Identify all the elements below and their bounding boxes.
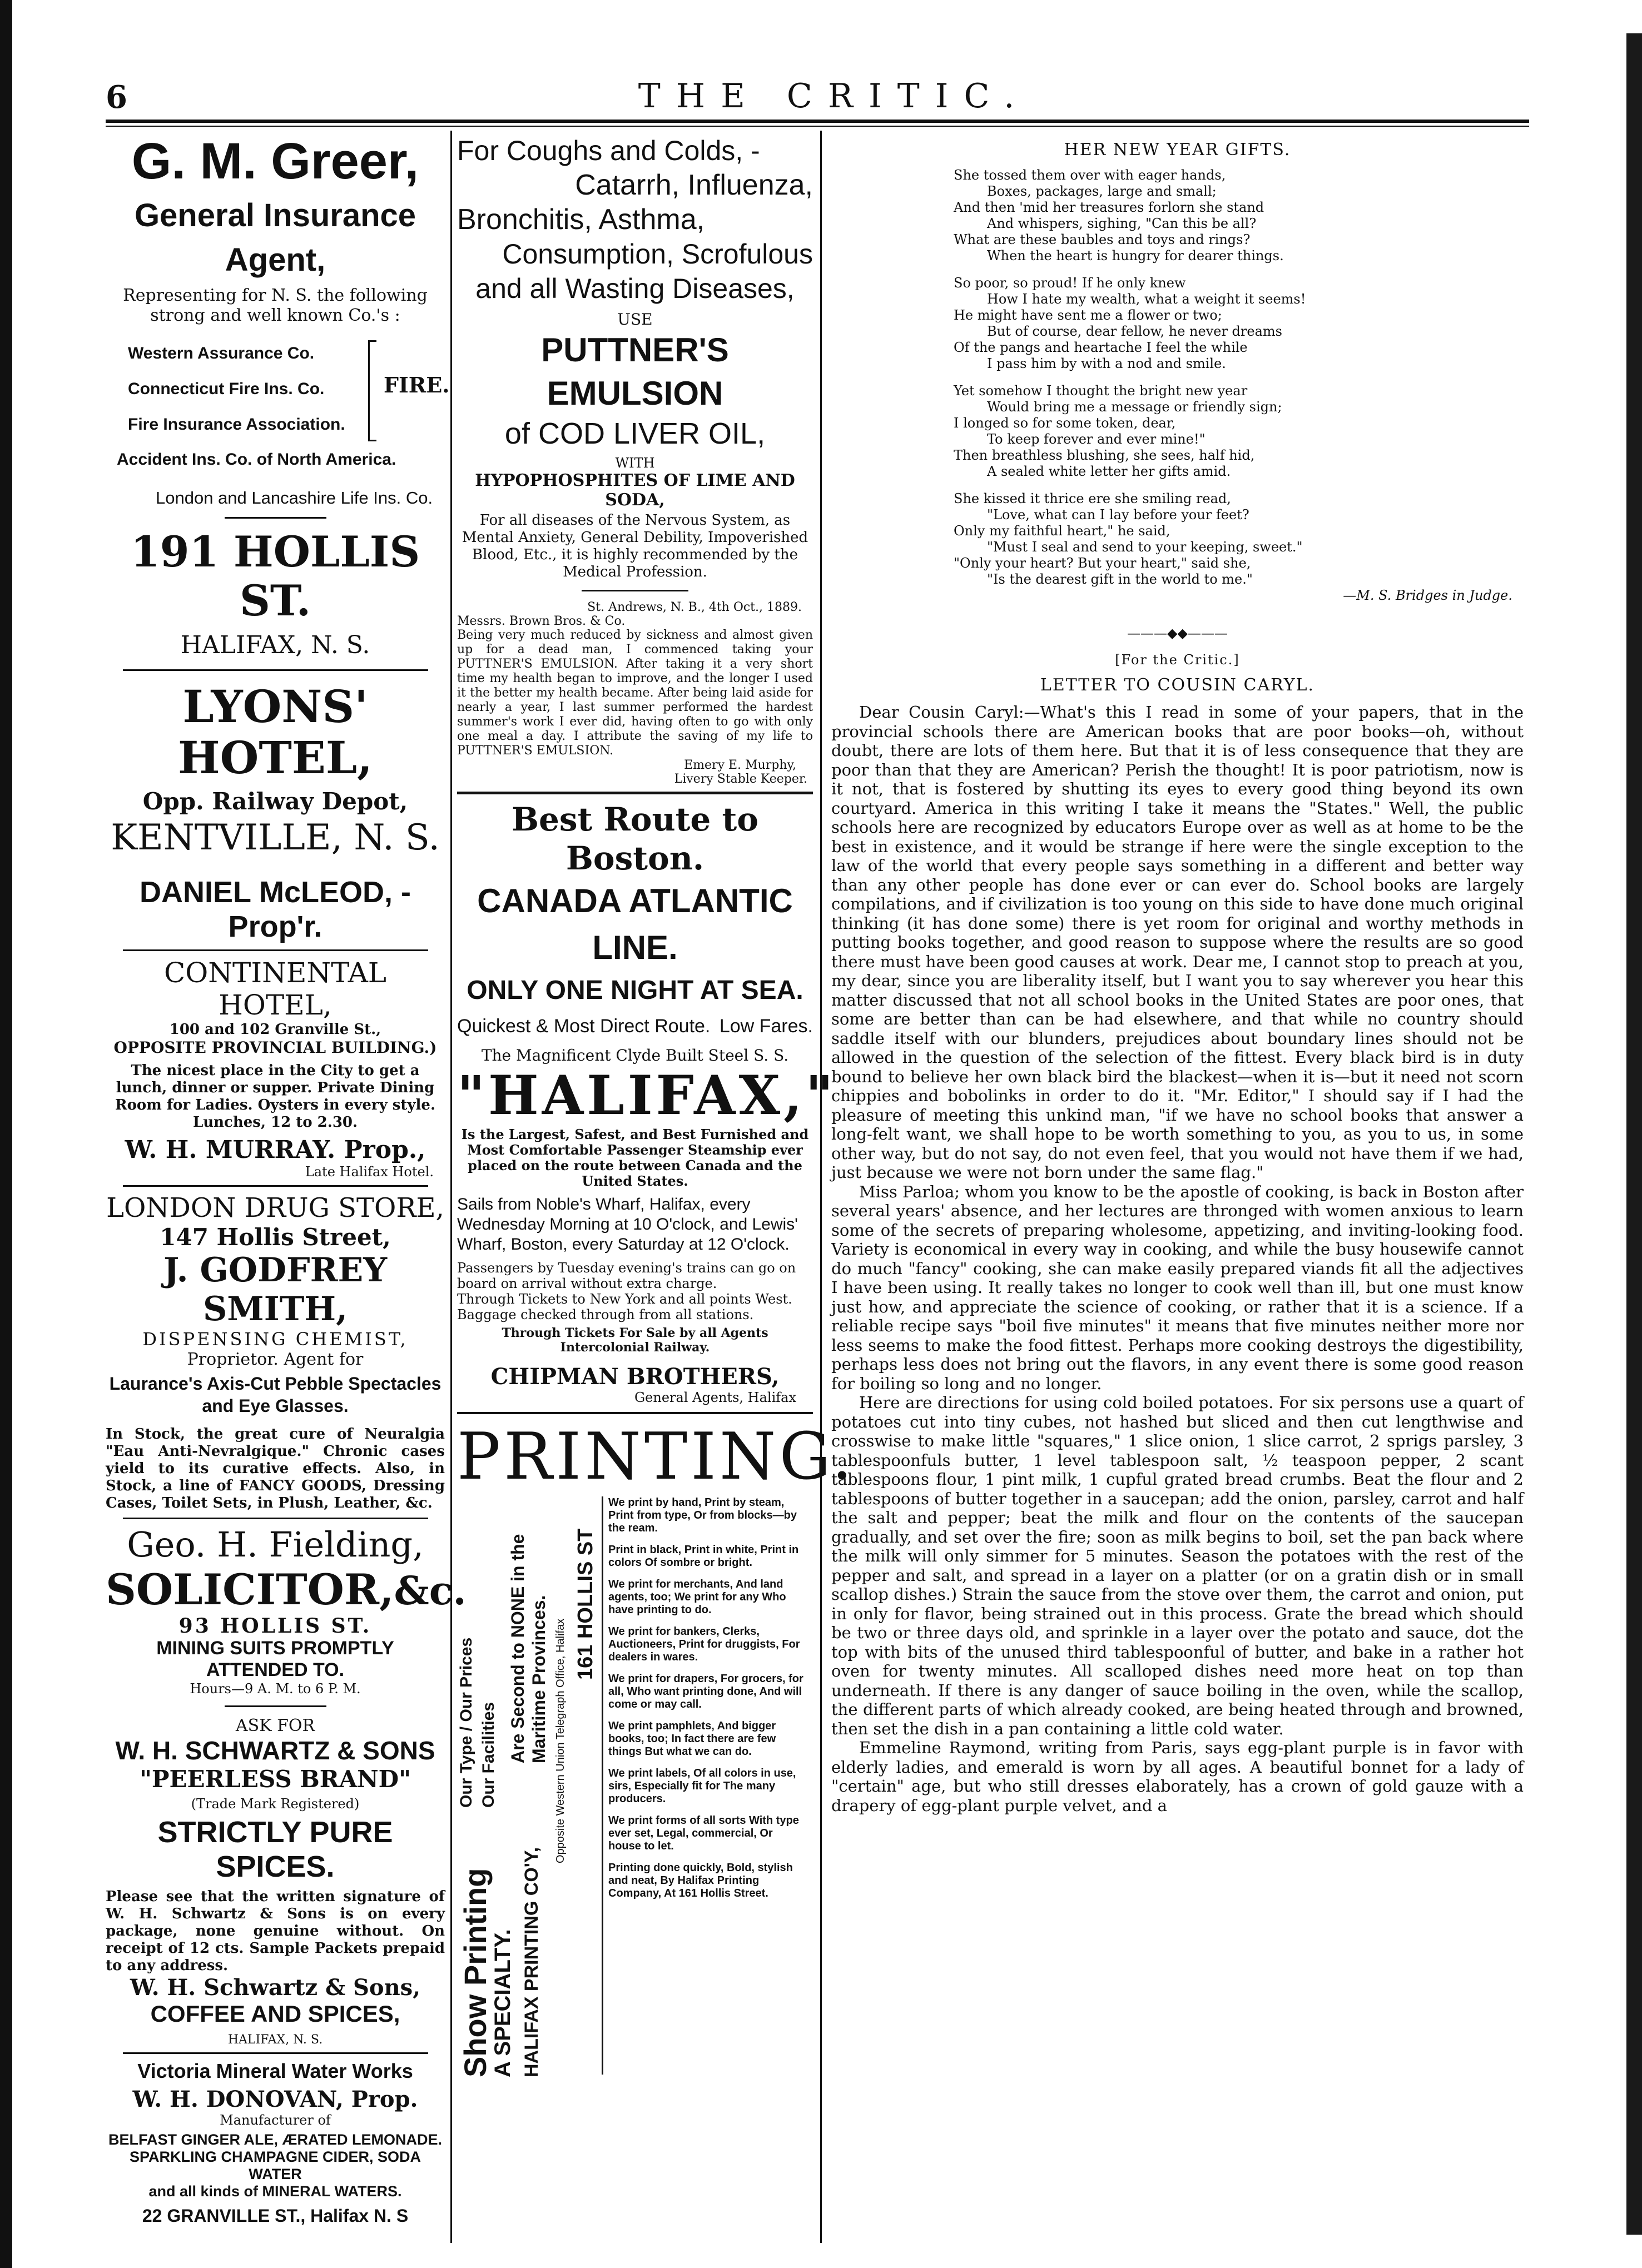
cod-liver-oil: of COD LIVER OIL, [504,417,766,450]
ship-sails: Sails from Noble's Wharf, Halifax, every Wednesday Morning at 10 O'clock, and Lewis' Wharf, Boston, every Saturday at 12 O'clock. [457,1195,798,1254]
ship-through: Through Tickets to New York and all points West. [457,1291,792,1307]
column-rule-2 [820,131,822,2243]
drug-store-agent: Proprietor. Agent for [187,1350,364,1369]
testimonial-signer-title: Livery Stable Keeper. [674,772,807,786]
printing-advert [457,1496,813,2080]
poem-line: What are these baubles and toys and rings? [954,232,1251,247]
fielding-name: Geo. H. Fielding, [127,1524,424,1565]
ship-name: "HALIFAX," [457,1064,837,1127]
rot-opposite-western-union: Opposite Western Union Telegraph Office, Halifax [554,1618,567,1863]
ship-passengers: Passengers by Tuesday evening's trains can go on board on arrival without extra charge. [457,1260,796,1291]
coughs-heading: For Coughs and Colds, - [457,135,760,166]
letter-paragraph: Here are directions for using cold boiled potatoes. For six persons use a quart of potatoes cut into tiny cubes, not hashed but sliced and then cut lengthwise and crosswise to make little "squares," 1 slice onion, 1 slice carrot, 2 sprigs parsley, 3 tablespoonfuls butter, 1 level tablespoon salt, ½ teaspoon pepper, 2 scant tablespoons flour, 1 pint milk, 1 cupful grated bread crumbs. Beat the flour and 2 tablespoons of butter together in a saucepan; add the onion, parsley, carrot and half the salt and pepper; beat the milk and flour on the contents of the saucepan gradually, and set over the fire; soon as milk begins to boil, set the pan back where the milk will only simmer for 5 minutes. Season the potatoes with the rest of the pepper and salt, and spread in a layer on a platter (or on a gratin dish or in small scallop dishes.) Strain the sauce from the stove over them, the carrot and onion, put in only for flavor, being strained out in this process. Grate the bread which should be two or three days old, and sprinkle in a layer over the potato and sauce, dot the top with bits of the unused third tablespoonful of butter, and bake in a rather hot oven for twenty minutes. All scalloped dishes need more heat on top than underneath. If there is any danger of sauce boiling in the oven, while the scallop, the different parts of which already cooked, are being heated through and browned, then set the dish in a pan containing a little cold water. [831,1393,1524,1738]
continental-opposite: OPPOSITE PROVINCIAL BUILDING.) [113,1038,437,1057]
victoria-works: Victoria Mineral Water Works [137,2060,413,2082]
continental-address: 100 and 102 Granville St., [169,1021,381,1038]
fielding-title-row [106,1565,467,1614]
printing-heading: PRINTING. [457,1419,856,1494]
poem-line: Yet somehow I thought the bright new year [954,383,1248,399]
print-verse: We print labels, Of all colors in use, sirs, Especially fit for The many producers. [608,1767,796,1805]
ginger-ale: BELFAST GINGER ALE, ÆRATED LEMONADE. [108,2131,442,2148]
rot-our-type: Our Type / Our Prices [457,1637,475,1808]
fire-company: Western Assurance Co. [128,344,315,362]
poem-line: I longed so for some token, dear, [954,415,1176,431]
page-number: 6 [106,79,127,116]
fielding-mining: MINING SUITS PROMPTLY ATTENDED TO. [156,1638,394,1680]
donovan-prop: W. H. DONOVAN, Prop. [132,2086,418,2112]
mineral-waters: and all kinds of MINERAL WATERS. [148,2183,402,2200]
poem-title: HER NEW YEAR GIFTS. [1064,140,1291,160]
print-verse: We print forms of all sorts With type ever set, Legal, commercial, Or house to let. [608,1814,799,1852]
poem-line: "Love, what can I lay before your feet? [987,507,1249,523]
chipman-brothers: CHIPMAN BROTHERS, [490,1364,780,1390]
binding-edge [0,0,12,2268]
poem-line: Would bring me a message or friendly sign; [987,399,1282,415]
drug-store-owner: J. GODFREY SMITH, [163,1251,388,1329]
print-verse: We print pamphlets, And bigger books, too; In fact there are few things But what we can do. [608,1720,776,1758]
drug-store-text: In Stock, the great cure of Neuralgia "Eau Anti-Nevralgique." Chronic cases yield to its curative effects. Also, in Stock, a line of FANCY GOODS, Dressing Cases, Toilet Sets, in Plush, Leather, &c. [106,1426,445,1511]
best-route: Best Route to Boston. [512,800,758,877]
rot-show-printing: Show Printing [458,1868,493,2077]
letter-title: LETTER TO COUSIN CARYL. [1040,675,1315,695]
testimonial-signer: Emery E. Murphy, [684,758,796,772]
letter-paragraph: Emmeline Raymond, writing from Paris, says egg-plant purple is in favor with elderly ladies, and emerald is worn by all ages. A beautiful bonnet for a lady of "certain" age, but who still dresses elaborately, has a crown of gold gauze with a drapery of egg-plant purple velvet, and a [831,1738,1524,1815]
magnificent-steamer: The Magnificent Clyde Built Steel S. S. [481,1046,789,1065]
drug-store-name: LONDON DRUG STORE, [106,1192,444,1223]
fire-label: FIRE. [384,372,450,397]
ship-largest: Is the Largest, Safest, and Best Furnished and Most Comfortable Passenger Steamship ever placed on the route between Canada and the United States. [461,1126,809,1189]
drug-store-address: 147 Hollis Street, [160,1223,391,1251]
poem-line: And then 'mid her treasures forlorn she stand [954,200,1264,215]
poem-line: But of course, dear fellow, he never dreams [987,324,1282,339]
accident-company: Accident Ins. Co. of North America. [117,450,396,469]
sparkling-cider: SPARKLING CHAMPAGNE CIDER, SODA WATER [129,2148,421,2182]
greer-title: General Insurance Agent, [134,197,416,278]
donovan-address: 22 GRANVILLE ST., Halifax N. S [142,2206,409,2226]
drug-store-title: DISPENSING CHEMIST, [142,1329,408,1350]
use-label: USE [617,310,653,329]
greer-address: 191 HOLLIS ST. [130,527,420,625]
poem-line: Boxes, packages, large and small; [987,183,1217,199]
trademark: (Trade Mark Registered) [191,1796,360,1812]
one-night-at-sea: ONLY ONE NIGHT AT SEA. [467,976,803,1005]
rot-second-to-none: Are Second to NONE in the Maritime Provinces. [508,1534,549,1763]
continental-proprietor: W. H. MURRAY. Prop., [125,1136,426,1164]
rot-a-specialty: A SPECIALTY. [490,1929,515,2077]
puttner-emulsion: PUTTNER'S EMULSION [541,331,729,412]
greer-city: HALIFAX, N. S. [180,631,370,659]
canada-atlantic-line: CANADA ATLANTIC LINE. [477,882,793,966]
bracket [368,340,376,441]
lyons-hotel-name: LYONS' HOTEL, [178,680,373,784]
lyons-proprietor: DANIEL McLEOD, - Prop'r. [139,876,411,943]
schwartz-city: HALIFAX, N. S. [227,2033,323,2047]
continental-text: The nicest place in the City to get a lunch, dinner or supper. Private Dining Room for Ladies. Oysters in every style. Lunches, 12 to 2.30. [115,1062,436,1131]
ornament: ———◆◆——— [1127,625,1228,641]
schwartz-name-2: W. H. Schwartz & Sons, [130,1974,421,2001]
hypophosphites: HYPOPHOSPHITES OF LIME AND SODA, [475,471,795,510]
fielding-etc: &c. [394,1568,467,1614]
poem-line: "Is the dearest gift in the world to me." [987,571,1253,587]
lyons-city: KENTVILLE, N. S. [111,817,440,858]
strictly-pure-spices: STRICTLY PURE SPICES. [157,1816,393,1883]
fire-company: Fire Insurance Association. [128,415,345,434]
letter-paragraph: Miss Parloa; whom you know to be the apostle of cooking, is back in Boston after several years' absence, and her lectures are thronged with women anxious to learn some of the secrets of preparing wholesome, appetizing, and inviting-looking food. Variety is economical in every way in cooking, and while the busy housewife cannot do much "fancy" cooking, she can make easily prepared viands fit all the adjectives I have been using. It really takes no longer to cook well than ill, but one must know just how, and appreciate the science of cooking, or rather that it is a science. If a reliable recipe says "boil five minutes" it means that five minutes neither more nor less seems to make the food fittest. Perhaps more cooking destroys the digestibility, perhaps less does not bring out the flavors, in any event there is some good reason for boiling so long and no longer. [831,1182,1524,1393]
with-label: WITH [615,455,655,471]
fire-company: Connecticut Fire Ins. Co. [128,380,325,398]
print-verse: Print in black, Print in white, Print in colors Of sombre or bright. [608,1544,799,1569]
poem-line: How I hate my wealth, what a weight it seems! [987,291,1306,307]
consumption-heading: Consumption, Scrofulous [502,238,813,270]
chipman-agents: General Agents, Halifax [634,1390,796,1405]
puttner-for-all: For all diseases of the Nervous System, as Mental Anxiety, General Debility, Impoverished Blood, Etc., it is highly recommended by the Medical Profession. [462,512,808,580]
testimonial-date: St. Andrews, N. B., 4th Oct., 1889. [587,600,802,614]
manufacturer-of: Manufacturer of [220,2112,331,2128]
poem-line: Of the pangs and heartache I feel the while [954,340,1248,355]
catarrh-heading: Catarrh, Influenza, [575,169,813,201]
testimonial-text: Being very much reduced by sickness and almost given up for a dead man, I commenced taking your PUTTNER'S EMULSION. After taking it a very short time my health began to improve, and the longer I used it the better my health became. After being laid aside for nearly a year, I last summer performed the hardest summer's work I ever did, having often to go with only one meal a day. I attribute the saving of my life to PUTTNER'S EMULSION. [457,628,813,758]
rot-hollis-st: 161 HOLLIS ST [574,1528,597,1680]
print-verse: Printing done quickly, Bold, stylish and neat, By Halifax Printing Company, At 161 Hollis Street. [608,1862,793,1899]
print-verse: We print for drapers, For grocers, for all, Who want printing done, And will come or may call. [608,1673,803,1710]
print-verse: We print for bankers, Clerks, Auctioneers, Print for druggists, For dealers in wares. [608,1625,800,1663]
poem-line: When the heart is hungry for dearer things. [987,248,1284,263]
rot-halifax-printing: HALIFAX PRINTING CO'Y, [521,1847,542,2077]
poem-line: He might have sent me a flower or two; [954,307,1222,323]
ask-for: ASK FOR [235,1716,315,1735]
running-title: THE CRITIC. [638,77,1030,116]
poem-line: Then breathless blushing, she sees, half hid, [954,447,1255,463]
poem-line: She tossed them over with eager hands, [954,167,1226,183]
poem-attribution: —M. S. Bridges in Judge. [1343,588,1512,603]
fielding-title: SOLICITOR, [106,1565,394,1614]
article-column [831,133,1524,1815]
for-the-critic: [For the Critic.] [1115,652,1240,668]
poem-line: I pass him by with a nod and smile. [987,356,1226,371]
schwartz-name: W. H. SCHWARTZ & SONS [115,1736,435,1765]
london-life-company: London and Lancashire Life Ins. Co. [156,488,433,508]
poem-line: "Only your heart? But your heart," said she, [954,555,1251,571]
wasting-heading: and all Wasting Diseases, [475,273,795,304]
print-list [608,1496,808,1909]
ship-baggage: Baggage checked through from all stations. [457,1307,754,1322]
quickest-route: Quickest & Most Direct Route. [457,1016,711,1037]
header-rule-thin [106,126,1529,127]
header-rule [106,120,1529,123]
testimonial-messrs: Messrs. Brown Bros. & Co. [457,614,626,628]
greer-representing: Representing for N. S. the following strong and well known Co.'s : [123,286,428,325]
peerless-brand: "PEERLESS BRAND" [140,1765,411,1793]
poem-line: And whispers, sighing, "Can this be all? [987,216,1257,231]
poem-line: A sealed white letter her gifts amid. [987,464,1231,479]
lyons-opp: Opp. Railway Depot, [142,788,408,815]
schwartz-text: Please see that the written signature of W. H. Schwartz & Sons is on every package, none genuine without. On receipt of 12 cts. Sample Packets prepaid to any address. [106,1888,445,1974]
fire-companies [106,336,450,447]
continental-name: CONTINENTAL HOTEL, [163,957,387,1021]
greer-name: G. M. Greer, [131,133,419,190]
letter-paragraph: Dear Cousin Caryl:—What's this I read in some of your papers, that in the provincial schools there are American books that are poor books—oh, without doubt, there are lots of them here. But that it is of less consequence that they are poor than that they are American? Perish the thought! It is poor patriotism, now is it not, that is fostered by shutting its eyes to every good thing beyond its own courtyard. America in this writing I take it means the "States." Well, the public schools here are recognized by educators Europe over as well as at home to be the best in existence, and it would be strange if here were the single exception to the law of the world that every people says something in a different and better way than any other people has done ever or can ever do. School books are largely compilations, and if civilization is too young on this side to have done much original thinking (it has done some) there is yet room for original and worthy methods in putting books together, and good reason to suppose where the results are so good there must have been good causes at work. Dear me, I cannot stop to preach at you, my dear, since you are liberality itself, but I want you to say wherever you hear this matter discussed that not all school books in the United States are poor ones, that some are better than can be had elsewhere, and that while no country should saddle itself with our blunders, prejudices about boundary lines should not be allowed in the question of the selection of the fittest. Every black bird is in duty bound to believe her own black bird the blackest—when it is—but it need not scorn chippies and bobolinks in order to do it. "Mr. Editor," I should say if I had the pleasure of meeting this unkind man, "if we have no school books that answer a long-felt want, we shall hope to be worth something to you, as you to us, in some other way, but do not say, do not even feel, that you would not have them if we had, just because we were not born under the same flag." [831,703,1524,1182]
column-rule-1 [450,131,452,2243]
continental-late: Late Halifax Hotel. [305,1164,434,1180]
coffee-and-spices: COFFEE AND SPICES, [150,2001,400,2027]
route-row [457,1016,813,1037]
drug-store-spectacles: Laurance's Axis-Cut Pebble Spectacles and Eye Glasses. [109,1374,441,1416]
rot-our-facilities: Our Facilities [479,1702,498,1808]
poem [831,167,1524,588]
fielding-hours: Hours—9 A. M. to 6 P. M. [190,1681,361,1697]
print-verse: We print for merchants, And land agents, too; We print for any Who have printing to do. [608,1578,786,1616]
low-fares: Low Fares. [719,1016,813,1037]
poem-line: To keep forever and ever mine!" [987,431,1206,447]
poem-line: Only my faithful heart," he said, [954,523,1170,539]
poem-line: So poor, so proud! If he only knew [954,275,1186,291]
print-verse: We print by hand, Print by steam, Print from type, Or from blocks—by the ream. [608,1496,797,1534]
poem-line: She kissed it thrice ere she smiling read, [954,491,1231,506]
tickets-for-sale: Through Tickets For Sale by all Agents Intercolonial Railway. [502,1326,768,1355]
page-edge-shadow [1626,33,1642,2235]
advert-column-2 [457,133,856,2080]
letter-body [831,703,1524,1815]
fielding-address: 93 HOLLIS ST. [178,1614,372,1638]
poem-line: "Must I seal and send to your keeping, sweet." [987,539,1303,555]
bronchitis-heading: Bronchitis, Asthma, [457,203,705,236]
